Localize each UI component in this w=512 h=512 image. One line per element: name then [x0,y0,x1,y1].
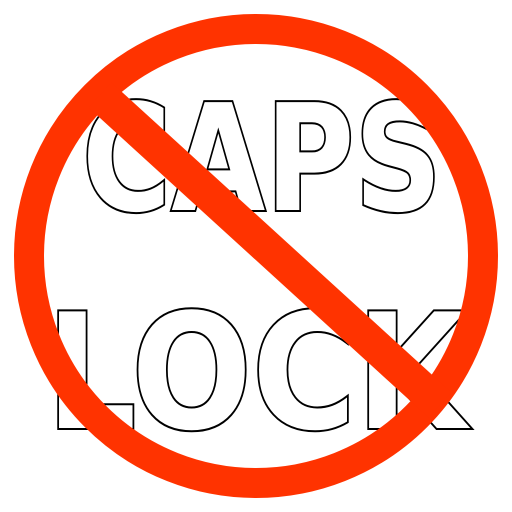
lock-word: LOCK [46,279,471,466]
caps-word: CAPS [82,73,442,245]
